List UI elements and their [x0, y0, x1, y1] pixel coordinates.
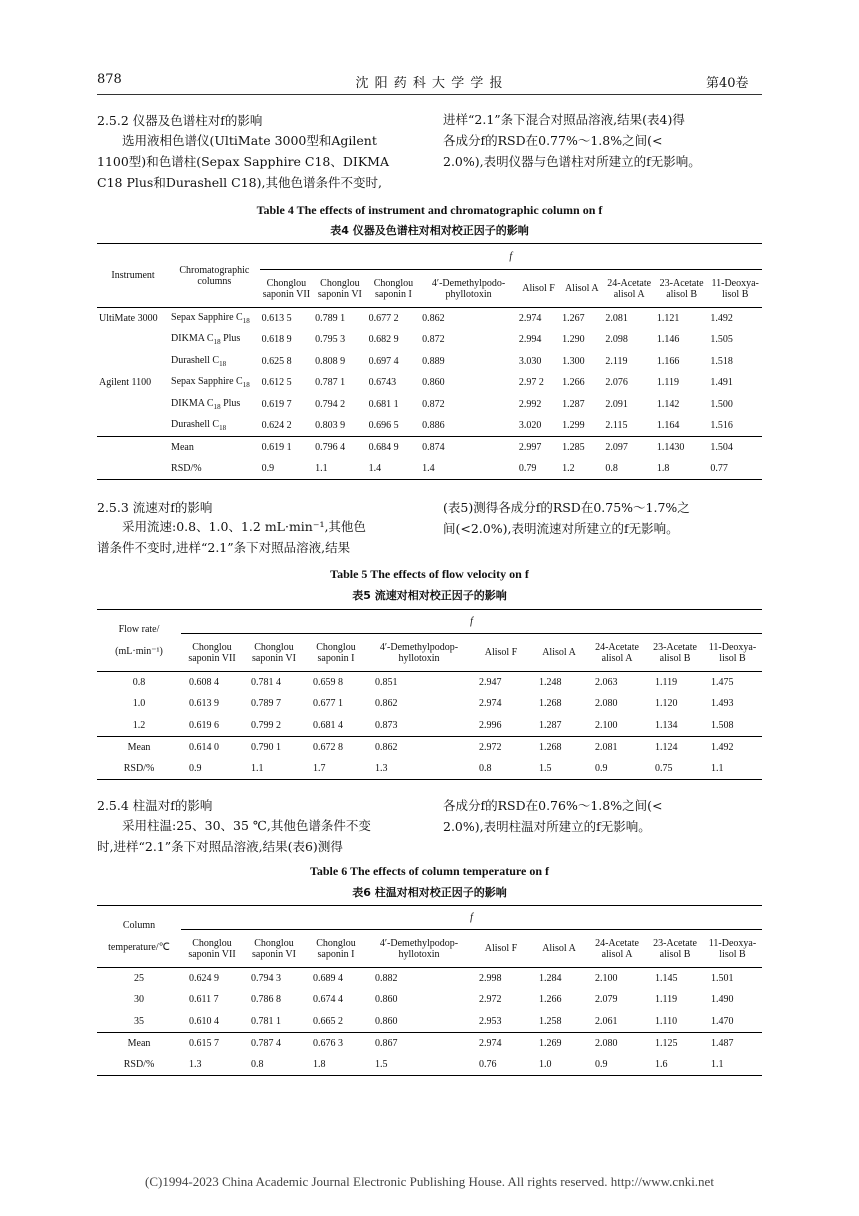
table-cell: 1.4	[367, 458, 421, 480]
col-header: Alisol F	[522, 283, 555, 294]
table-cell: 1.145	[647, 968, 703, 990]
table-cell: 2.974	[479, 698, 502, 710]
summary-row	[97, 458, 762, 480]
table-cell: 2.091	[605, 398, 628, 410]
table-cell: 1.290	[562, 334, 585, 346]
table-cell: 0.9	[587, 1054, 647, 1076]
f-header: f	[181, 610, 762, 634]
table-cell: 0.860	[422, 377, 445, 389]
table-cell: 0.8	[603, 458, 654, 480]
table-cell: 0.794 3	[243, 968, 305, 990]
col-header: Alisol F	[484, 647, 518, 658]
table-cell: 1.516	[710, 420, 733, 431]
table-cell: 0.615 7	[181, 1032, 243, 1054]
text-line: 2.0%),表明仪器与色谱柱对所建立的f无影响。	[443, 154, 701, 169]
table-cell: 1.501	[703, 968, 762, 990]
table-row	[97, 415, 762, 437]
table6-caption-zh: 表6 柱温对相对校正因子的影响	[352, 886, 507, 899]
table-cell: 0.624 9	[181, 968, 243, 990]
table-row	[97, 394, 762, 416]
table-cell: 0.619 6	[189, 719, 219, 731]
table-cell: 1.4	[420, 458, 517, 480]
text-line: 谱条件不变时,进样“2.1”条下对照品溶液,结果	[97, 540, 351, 555]
table-cell: 2.098	[605, 334, 628, 346]
table-cell: 0.786 8	[251, 994, 281, 1006]
table-row	[97, 351, 762, 373]
table-cell: 1.487	[703, 1032, 762, 1054]
copyright-footer: (C)1994-2023 China Academic Journal Electronic Publishing House. All rights reserved. http://www.cnki.net	[145, 1174, 714, 1189]
table-cell: 1.287	[562, 398, 585, 410]
table-cell: 1.266	[562, 377, 585, 389]
table-cell: 2.080	[587, 1032, 647, 1054]
table-cell: 1.504	[708, 437, 762, 459]
row-column: DIKMA $C_{18}$ Plus	[171, 333, 241, 347]
summary-label: RSD/%	[97, 1054, 181, 1076]
section-252-left-text	[97, 130, 417, 193]
table-cell: 1.492	[703, 736, 762, 758]
table-row	[97, 989, 762, 1011]
section-heading-252: 2.5.2 仪器及色谱柱对f的影响	[97, 113, 263, 128]
row-label: 25	[97, 968, 181, 990]
table-cell: 0.624 2	[261, 420, 292, 431]
table-cell: 1.3	[181, 1054, 243, 1076]
table-cell: 2.974	[471, 1032, 531, 1054]
table-cell: 0.6743	[368, 377, 397, 389]
table-cell: 0.9	[587, 758, 647, 780]
table-cell: 0.889	[422, 355, 445, 367]
table-row	[97, 1011, 762, 1033]
text-line: 2.0%),表明柱温对所建立的f无影响。	[443, 819, 651, 834]
text-line: C18 Plus和Durashell C18),其他色谱条件不变时,	[97, 175, 382, 190]
table-cell: 1.508	[711, 719, 734, 731]
col-header-columns: Chromatographic columns	[169, 244, 260, 308]
col-header: 11-Deoxya- lisol B	[708, 641, 757, 664]
col-header: Chonglou saponin VII	[262, 277, 311, 300]
table4-caption-zh: 表4 仪器及色谱柱对相对校正因子的影响	[330, 224, 529, 237]
row-instrument	[97, 351, 169, 373]
table4-caption-en: Table 4 The effects of instrument and chromatographic column on f	[256, 203, 603, 217]
col-header: Chonglou saponin VI	[317, 277, 362, 300]
row-label: 1.2	[132, 719, 146, 731]
f-header: f	[260, 244, 762, 270]
table-cell: 1.119	[647, 672, 703, 694]
table-cell: 1.8	[305, 1054, 367, 1076]
summary-row	[97, 1054, 762, 1076]
row-label: 0.8	[97, 672, 181, 694]
table-5	[97, 609, 762, 780]
summary-row	[97, 1032, 762, 1054]
text-line: 采用柱温:25、30、35 ℃,其他色谱条件不变	[122, 818, 371, 833]
table-4	[97, 243, 762, 480]
col-header: Chonglou saponin I	[316, 937, 356, 960]
table-cell: 2.080	[595, 698, 618, 710]
section-253-left-text	[97, 516, 417, 558]
section-heading-254: 2.5.4 柱温对f的影响	[97, 798, 213, 813]
table-cell: 0.8	[243, 1054, 305, 1076]
table-cell: 0.76	[471, 1054, 531, 1076]
col-header: Chonglou saponin VI	[252, 937, 296, 960]
table-cell: 2.947	[471, 672, 531, 694]
summary-label: Mean	[97, 736, 181, 758]
table-cell: 1.124	[647, 736, 703, 758]
table-cell: 0.681 4	[313, 719, 343, 731]
col-header: 4′-Demethylpodop- hyllotoxin	[379, 937, 459, 960]
table-cell: 1.284	[531, 968, 587, 990]
col-header: Chonglou saponin I	[373, 277, 414, 300]
col-header: Alisol A	[542, 943, 576, 954]
col-header: 23-Acetate alisol B	[653, 937, 697, 960]
text-line: 1100型)和色谱柱(Sepax Sapphire C18、DIKMA	[97, 154, 390, 169]
table-cell: 1.268	[531, 736, 587, 758]
table-cell: 0.676 3	[305, 1032, 367, 1054]
table-cell: 1.266	[539, 994, 562, 1006]
table-cell: 0.862	[367, 736, 471, 758]
table-cell: 1.164	[656, 420, 680, 431]
col-header: Alisol A	[542, 647, 576, 658]
table-cell: 2.100	[595, 719, 618, 731]
row-label: 30	[134, 994, 144, 1006]
section-252-right-text	[443, 109, 763, 172]
table-cell: 1.500	[710, 398, 733, 410]
row-column: DIKMA $C_{18}$ Plus	[171, 397, 241, 411]
table-cell: 2.063	[587, 672, 647, 694]
table-cell: 1.1	[703, 758, 762, 780]
table-cell: 0.608 4	[181, 672, 243, 694]
table-cell: 0.665 2	[313, 1015, 343, 1027]
table-cell: 1.7	[305, 758, 367, 780]
table-cell: 0.862	[375, 698, 398, 710]
table-cell: 0.613 5	[260, 308, 314, 330]
table-cell: 0.781 4	[243, 672, 305, 694]
row-column: Durashell $C_{18}$	[171, 354, 227, 368]
col-header: 11-Deoxya- lisol B	[711, 277, 759, 300]
table-cell: 0.610 4	[189, 1015, 219, 1027]
text-line: 间(<2.0%),表明流速对所建立的f无影响。	[443, 521, 679, 536]
table-cell: 1.120	[655, 698, 678, 710]
table-cell: 1.1	[703, 1054, 762, 1076]
journal-title: 沈 阳 药 科 大 学 学 报	[355, 76, 504, 91]
table-cell: 0.789 7	[251, 698, 281, 710]
col-header: 4′-Demethylpodop- hyllotoxin	[379, 641, 459, 664]
table-cell: 1.125	[647, 1032, 703, 1054]
table-cell: 1.285	[560, 437, 603, 459]
table-cell: 1.490	[711, 994, 734, 1006]
table-cell: 0.677 2	[367, 308, 421, 330]
table-cell: 2.061	[595, 1015, 618, 1027]
table-cell: 1.518	[710, 355, 733, 367]
table-cell: 0.862	[420, 308, 517, 330]
table-cell: 1.268	[539, 698, 562, 710]
table-cell: 2.115	[605, 420, 628, 431]
table-cell: 2.076	[605, 377, 628, 389]
table-cell: 0.860	[375, 1015, 398, 1027]
table-cell: 1.8	[655, 458, 709, 480]
table-cell: 1.491	[710, 377, 733, 389]
table-cell: 0.672 8	[305, 736, 367, 758]
f-header: f	[181, 906, 762, 930]
col-header: Chonglou saponin I	[316, 641, 356, 664]
col-header: 24-Acetate alisol A	[595, 937, 639, 960]
table-cell: 2.996	[479, 719, 502, 731]
table-cell: 1.166	[656, 355, 680, 367]
table-cell: 0.625 8	[261, 355, 292, 367]
table-row	[97, 672, 762, 694]
table-cell: 1.299	[562, 420, 585, 431]
summary-row	[97, 437, 762, 459]
table-cell: 1.2	[560, 458, 603, 480]
table-cell: 1.300	[562, 355, 585, 367]
row-instrument	[97, 329, 169, 351]
section-254-left-text	[97, 815, 417, 857]
table-cell: 1.248	[531, 672, 587, 694]
table-row	[97, 329, 762, 351]
row-column: Sepax Sapphire $C_{18}$	[171, 376, 250, 390]
table-cell: 1.269	[531, 1032, 587, 1054]
table-cell: 1.146	[656, 334, 680, 346]
table-cell: 0.8	[471, 758, 531, 780]
table5-caption-zh: 表5 流速对相对校正因子的影响	[352, 589, 507, 602]
table-cell: 2.97 2	[518, 377, 544, 389]
table-cell: 0.781 1	[251, 1015, 281, 1027]
table-cell: 0.860	[375, 994, 398, 1006]
text-line: (表5)测得各成分f的RSD在0.75%～1.7%之	[443, 500, 690, 515]
section-254-right-text	[443, 795, 763, 837]
table-cell: 2.081	[603, 308, 654, 330]
col-header: Alisol A	[564, 283, 599, 294]
summary-label: RSD/%	[169, 458, 260, 480]
table-cell: 1.142	[656, 398, 680, 410]
table-cell: 0.9	[260, 458, 314, 480]
table-cell: 0.808 9	[315, 355, 346, 367]
row-column: Durashell $C_{18}$	[171, 419, 227, 432]
table-cell: 2.079	[595, 994, 618, 1006]
table-cell: 1.110	[655, 1015, 678, 1027]
table-cell: 1.3	[367, 758, 471, 780]
table-cell: 0.787 4	[243, 1032, 305, 1054]
table-cell: 0.619 1	[260, 437, 314, 459]
table-cell: 2.972	[471, 736, 531, 758]
table-cell: 1.119	[655, 994, 678, 1006]
table-cell: 1.134	[655, 719, 678, 731]
row-instrument: UltiMate 3000	[97, 308, 169, 330]
table-cell: 2.972	[479, 994, 502, 1006]
table-cell: 1.121	[655, 308, 709, 330]
table-cell: 0.851	[367, 672, 471, 694]
table-cell: 1.258	[539, 1015, 562, 1027]
table-cell: 0.79	[517, 458, 560, 480]
table-cell: 1.119	[656, 377, 679, 389]
table-cell: 0.684 9	[367, 437, 421, 459]
table-cell: 0.75	[647, 758, 703, 780]
table-cell: 0.790 1	[243, 736, 305, 758]
text-line: 各成分f的RSD在0.77%～1.8%之间(<	[443, 133, 663, 148]
row-instrument: Agilent 1100	[99, 377, 152, 389]
table-cell: 0.613 9	[189, 698, 219, 710]
table-cell: 0.77	[708, 458, 762, 480]
row-label: 35	[134, 1015, 144, 1027]
table-cell: 0.789 1	[313, 308, 367, 330]
col-header-first: Column temperature/℃	[97, 906, 181, 968]
text-line: 采用流速:0.8、1.0、1.2 mL·min⁻¹,其他色	[122, 519, 366, 534]
table-cell: 0.689 4	[305, 968, 367, 990]
table-cell: 2.100	[587, 968, 647, 990]
table-cell: 1.505	[710, 334, 733, 346]
table-row	[97, 308, 762, 330]
table-cell: 1.5	[367, 1054, 471, 1076]
volume: 第40卷	[706, 76, 749, 91]
table-cell: 0.867	[367, 1032, 471, 1054]
table-row	[97, 968, 762, 990]
table-cell: 0.614 0	[181, 736, 243, 758]
col-header: Chonglou saponin VII	[188, 641, 236, 664]
table-cell: 0.796 4	[313, 437, 367, 459]
row-column: Sepax Sapphire $C_{18}$	[169, 308, 260, 330]
table-cell: 2.994	[518, 334, 542, 346]
table-cell: 1.1	[243, 758, 305, 780]
table-6	[97, 905, 762, 1076]
table-cell: 1.475	[703, 672, 762, 694]
table-cell: 0.799 2	[251, 719, 281, 731]
table-cell: 0.611 7	[189, 994, 219, 1006]
table-cell: 2.974	[517, 308, 560, 330]
table-cell: 2.097	[603, 437, 654, 459]
table-cell: 0.697 4	[368, 355, 399, 367]
col-header: 23-Acetate alisol B	[659, 277, 704, 300]
summary-label: RSD/%	[97, 758, 181, 780]
table-cell: 0.696 5	[368, 420, 399, 431]
col-header: 11-Deoxya- lisol B	[708, 937, 757, 960]
text-line: 选用液相色谱仪(UltiMate 3000型和Agilent	[122, 133, 377, 148]
table-cell: 1.492	[708, 308, 762, 330]
text-line: 进样“2.1”条下混合对照品溶液,结果(表4)得	[443, 112, 685, 127]
table-row	[97, 372, 762, 394]
table-cell: 2.997	[517, 437, 560, 459]
table-cell: 0.9	[181, 758, 243, 780]
col-header: 24-Acetate alisol A	[607, 277, 652, 300]
table-cell: 2.081	[587, 736, 647, 758]
table-cell: 0.674 4	[313, 994, 343, 1006]
table-cell: 0.618 9	[261, 334, 292, 346]
text-line: 各成分f的RSD在0.76%～1.8%之间(<	[443, 798, 663, 813]
table-cell: 0.882	[367, 968, 471, 990]
text-line: 时,进样“2.1”条下对照品溶液,结果(表6)测得	[97, 839, 343, 854]
table-cell: 1.6	[647, 1054, 703, 1076]
table-cell: 1.0	[531, 1054, 587, 1076]
table-cell: 1.5	[531, 758, 587, 780]
table-cell: 0.787 1	[315, 377, 346, 389]
table-cell: 0.872	[422, 398, 445, 410]
table-row	[97, 693, 762, 715]
table-cell: 1.1	[313, 458, 367, 480]
summary-label: Mean	[97, 1032, 181, 1054]
table-cell: 0.794 2	[315, 398, 346, 410]
col-header: 23-Acetate alisol B	[653, 641, 697, 664]
col-header-instrument: Instrument	[97, 244, 169, 308]
row-instrument	[97, 394, 169, 416]
row-label: 1.0	[132, 698, 146, 710]
table-cell: 0.886	[422, 420, 445, 431]
table-row	[97, 715, 762, 737]
table-cell: 3.020	[518, 420, 542, 431]
table-cell: 2.998	[471, 968, 531, 990]
summary-row	[97, 736, 762, 758]
table-cell: 3.030	[518, 355, 542, 367]
table-cell: 2.992	[518, 398, 542, 410]
table-cell: 1.470	[711, 1015, 734, 1027]
col-header: Chonglou saponin VII	[188, 937, 236, 960]
table-cell: 0.872	[422, 334, 445, 346]
section-253-right-text	[443, 497, 763, 539]
header-rule	[97, 94, 762, 95]
table-cell: 1.493	[711, 698, 734, 710]
table-cell: 2.119	[605, 355, 628, 367]
col-header-first: Flow rate/ (mL·min⁻¹)	[97, 610, 181, 672]
table-cell: 0.795 3	[315, 334, 346, 346]
table-cell: 0.619 7	[261, 398, 292, 410]
table6-caption-en: Table 6 The effects of column temperature on f	[309, 864, 550, 878]
table-cell: 1.1430	[655, 437, 709, 459]
table-cell: 0.659 8	[305, 672, 367, 694]
table-cell: 0.803 9	[315, 420, 346, 431]
section-heading-253: 2.5.3 流速对f的影响	[97, 500, 213, 515]
summary-row	[97, 758, 762, 780]
summary-label: Mean	[169, 437, 260, 459]
col-header: 24-Acetate alisol A	[595, 641, 639, 664]
table-cell: 0.681 1	[368, 398, 399, 410]
table-cell: 0.874	[420, 437, 517, 459]
col-header: Chonglou saponin VI	[252, 641, 296, 664]
page-number: 878	[97, 72, 122, 87]
table-cell: 2.953	[479, 1015, 502, 1027]
col-header: 4′-Demethylpodo- phyllotoxin	[431, 277, 506, 300]
row-instrument	[97, 415, 169, 437]
table5-caption-en: Table 5 The effects of flow velocity on f	[330, 567, 529, 581]
table-cell: 1.267	[560, 308, 603, 330]
table-cell: 0.612 5	[261, 377, 292, 389]
table-cell: 0.677 1	[313, 698, 343, 710]
table-cell: 1.287	[539, 719, 562, 731]
table-cell: 0.682 9	[368, 334, 399, 346]
col-header: Alisol F	[484, 943, 518, 954]
table-cell: 0.873	[375, 719, 398, 731]
